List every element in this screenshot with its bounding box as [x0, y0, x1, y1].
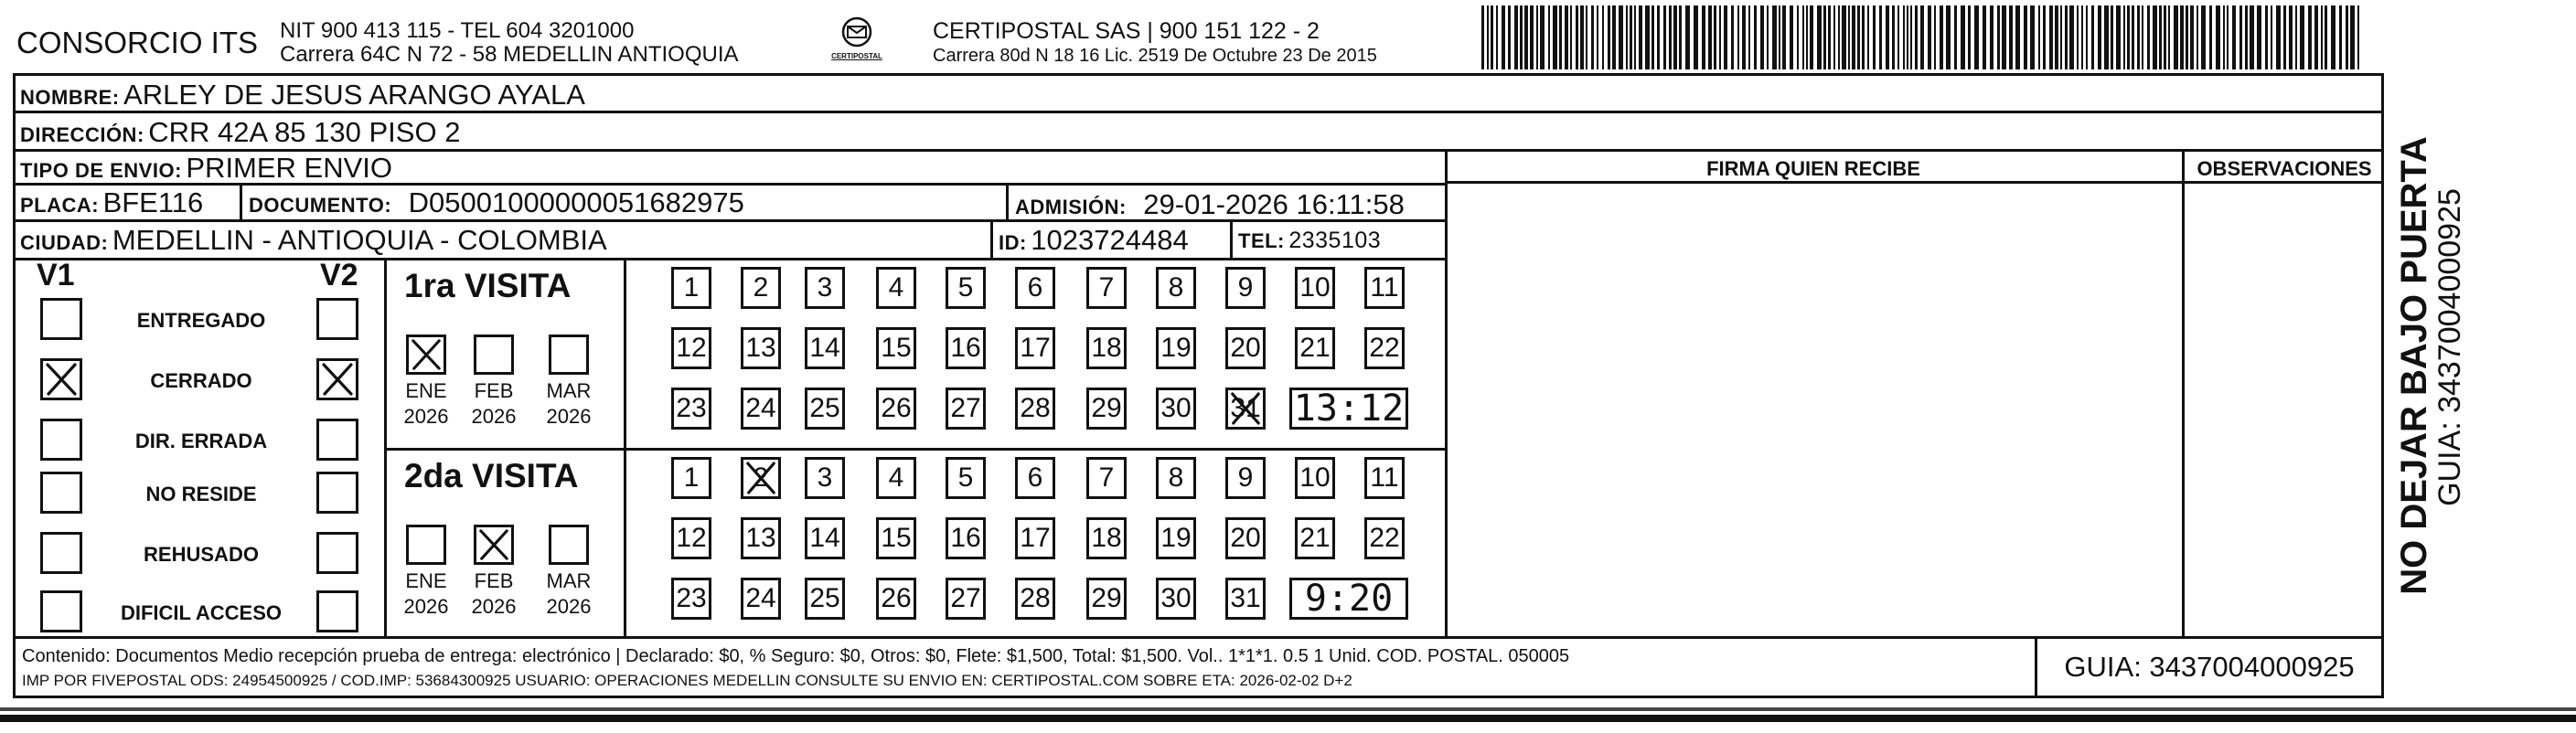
day-box[interactable]: [1086, 267, 1127, 309]
day-number: 19: [1160, 523, 1192, 553]
day-box[interactable]: [1225, 578, 1266, 620]
month-label: [394, 378, 458, 430]
status-label: ENTREGADO: [136, 309, 266, 332]
envelope-logo-icon: [839, 16, 875, 48]
day-number: 16: [950, 333, 981, 363]
footer-print-line: IMP POR FIVEPOSTAL ODS: 24954500925 / COD.IMP: 53684300925 USUARIO: OPERACIONES MEDELLIN CONSULTE SU ENVIO EN: CERTIPOSTAL.COM SOBRE ETA: 2026-02-02 D+2: [22, 672, 1352, 689]
day-number: 8: [1168, 462, 1184, 493]
day-box[interactable]: [671, 327, 711, 369]
status-v2-checkbox[interactable]: [316, 472, 358, 514]
day-box[interactable]: [741, 388, 781, 430]
day-number: 17: [1020, 523, 1051, 553]
day-box[interactable]: [1225, 517, 1266, 559]
documento-value: D05001000000051682975: [408, 186, 744, 218]
day-number: 2: [753, 462, 769, 493]
month-checkbox[interactable]: [549, 525, 589, 565]
day-box[interactable]: [1015, 267, 1055, 309]
observaciones-header: OBSERVACIONES: [2197, 157, 2372, 180]
day-number: 2: [753, 272, 769, 303]
status-v1-checkbox[interactable]: [40, 590, 82, 632]
day-box[interactable]: [1015, 457, 1055, 499]
day-box[interactable]: [1156, 578, 1196, 620]
day-number: 26: [881, 393, 912, 423]
firma-header: FIRMA QUIEN RECIBE: [1706, 157, 1920, 180]
day-number: 31: [1230, 393, 1261, 423]
day-number: 9: [1237, 272, 1254, 303]
placa-value: BFE116: [102, 186, 204, 218]
direccion-value: CRR 42A 85 130 PISO 2: [148, 116, 461, 148]
status-label: REHUSADO: [144, 543, 259, 566]
day-box[interactable]: [946, 457, 986, 499]
day-box[interactable]: [946, 267, 986, 309]
month-label: [462, 568, 526, 620]
day-box[interactable]: [946, 578, 986, 620]
ciudad-label: CIUDAD:: [20, 231, 109, 254]
id-value: 1023724484: [1031, 224, 1189, 256]
day-box[interactable]: [1086, 327, 1127, 369]
day-box[interactable]: [1015, 327, 1055, 369]
barcode: [1481, 5, 2359, 75]
month-name: FEB: [474, 379, 514, 402]
day-box[interactable]: [1225, 388, 1266, 430]
status-v1-checkbox[interactable]: [40, 532, 82, 574]
status-label: CERRADO: [150, 369, 252, 392]
visit-time: 9:20: [1289, 578, 1408, 620]
ciudad-value: MEDELLIN - ANTIOQUIA - COLOMBIA: [112, 224, 607, 256]
status-label: DIFICIL ACCESO: [120, 601, 282, 624]
day-box[interactable]: [741, 327, 781, 369]
day-number: 25: [809, 393, 840, 423]
day-box[interactable]: [1295, 267, 1335, 309]
day-number: 7: [1098, 272, 1115, 303]
status-v2-checkbox[interactable]: [316, 590, 358, 632]
company-name: CONSORCIO ITS: [16, 26, 259, 59]
month-name: ENE: [405, 569, 447, 592]
day-box[interactable]: [1295, 517, 1335, 559]
day-box[interactable]: [876, 457, 916, 499]
day-number: 5: [957, 462, 974, 493]
day-number: 17: [1020, 333, 1051, 363]
day-box[interactable]: [671, 517, 711, 559]
month-year: 2026: [471, 405, 517, 428]
day-box[interactable]: [1225, 327, 1266, 369]
month-year: 2026: [403, 595, 449, 618]
month-name: ENE: [405, 379, 447, 402]
day-number: 11: [1370, 462, 1399, 493]
day-number: 1: [683, 272, 700, 303]
day-number: 23: [676, 393, 707, 423]
side-warning: NO DEJAR BAJO PUERTA: [2394, 136, 2434, 595]
day-box[interactable]: [671, 267, 711, 309]
day-number: 13: [745, 523, 776, 553]
day-box[interactable]: [805, 327, 845, 369]
day-x-mark-icon: [1228, 390, 1263, 427]
visit-title: 1ra VISITA: [404, 267, 572, 304]
day-number: 22: [1369, 333, 1400, 363]
day-box[interactable]: [1364, 267, 1405, 309]
bottom-edge-shade: [0, 707, 2576, 711]
status-v2-checkbox[interactable]: [316, 532, 358, 574]
day-box[interactable]: [805, 578, 845, 620]
tel-value: 2335103: [1288, 228, 1382, 253]
bottom-edge: [0, 715, 2576, 722]
day-number: 22: [1369, 523, 1400, 553]
day-number: 15: [881, 523, 912, 553]
day-box[interactable]: [1225, 457, 1266, 499]
checked-x-icon: [409, 337, 444, 372]
status-v1-checkbox[interactable]: [40, 472, 82, 514]
month-label: [462, 378, 526, 430]
day-number: 1: [683, 462, 700, 493]
day-number: 12: [676, 523, 707, 553]
placa-label: PLACA:: [20, 194, 100, 217]
day-number: 28: [1020, 393, 1051, 423]
month-year: 2026: [546, 595, 592, 618]
status-v2-checkbox[interactable]: [316, 419, 358, 461]
day-box[interactable]: [946, 388, 986, 430]
tipo-envio-label: TIPO DE ENVIO:: [20, 159, 182, 182]
day-number: 11: [1370, 272, 1399, 303]
day-box[interactable]: [1086, 457, 1127, 499]
month-checkbox[interactable]: [549, 335, 589, 375]
day-box[interactable]: [805, 267, 845, 309]
v1-header: V1: [37, 258, 75, 292]
month-name: MAR: [546, 379, 592, 402]
month-year: 2026: [546, 405, 592, 428]
day-number: 3: [817, 272, 833, 303]
day-box[interactable]: [671, 578, 711, 620]
day-box[interactable]: [1295, 327, 1335, 369]
day-box[interactable]: [1156, 388, 1196, 430]
status-v1-checkbox[interactable]: [40, 358, 82, 400]
day-number: 24: [745, 393, 776, 423]
day-box[interactable]: [1086, 388, 1127, 430]
direccion-label: DIRECCIÓN:: [20, 123, 144, 146]
day-box[interactable]: [1364, 457, 1405, 499]
day-number: 27: [950, 393, 981, 423]
day-box[interactable]: [876, 327, 916, 369]
day-number: 30: [1160, 393, 1192, 423]
day-number: 28: [1020, 583, 1051, 613]
nombre-label: NOMBRE:: [20, 86, 120, 109]
day-number: 13: [745, 333, 776, 363]
day-box[interactable]: [1156, 267, 1196, 309]
day-box[interactable]: [1295, 457, 1335, 499]
status-v2-checkbox[interactable]: [316, 358, 358, 400]
day-number: 3: [817, 462, 833, 493]
day-number: 20: [1230, 523, 1261, 553]
visit-title: 2da VISITA: [404, 457, 579, 494]
day-number: 10: [1299, 272, 1331, 303]
visit-time: 13:12: [1289, 388, 1408, 430]
company-address: Carrera 64C N 72 - 58 MEDELLIN ANTIOQUIA: [280, 42, 739, 67]
month-label: [537, 378, 601, 430]
day-box[interactable]: [1364, 517, 1405, 559]
admision-label: ADMISIÓN:: [1015, 196, 1127, 218]
day-box[interactable]: [805, 388, 845, 430]
status-v1-checkbox[interactable]: [40, 298, 82, 340]
checked-x-icon: [476, 527, 511, 562]
day-number: 8: [1168, 272, 1184, 303]
month-checkbox[interactable]: [474, 335, 514, 375]
nombre-value: ARLEY DE JESUS ARANGO AYALA: [123, 79, 585, 111]
day-number: 10: [1299, 462, 1331, 493]
day-box[interactable]: [741, 457, 781, 499]
footer-guia: GUIA: 3437004000925: [2064, 651, 2355, 683]
day-number: 12: [676, 333, 707, 363]
day-number: 14: [809, 333, 840, 363]
day-number: 21: [1299, 523, 1331, 553]
day-number: 30: [1160, 583, 1192, 613]
day-box[interactable]: [876, 388, 916, 430]
day-number: 9: [1237, 462, 1254, 493]
day-box[interactable]: [1364, 327, 1405, 369]
day-box[interactable]: [805, 457, 845, 499]
status-label: NO RESIDE: [145, 483, 257, 505]
day-number: 21: [1299, 333, 1331, 363]
day-box[interactable]: [1225, 267, 1266, 309]
day-box[interactable]: [1086, 517, 1127, 559]
day-number: 29: [1091, 583, 1122, 613]
footer-content-line: Contenido: Documentos Medio recepción prueba de entrega: electrónico | Declarado: $0, % Seguro: $0, Otros: $0, Flete: $1,500, Total: $1,500. Vol.. 1*1*1. 0.5 1 Unid. COD. POSTAL. 050005: [22, 646, 1570, 666]
day-x-mark-icon: [743, 460, 778, 496]
checked-x-icon: [43, 361, 80, 398]
month-name: FEB: [474, 569, 514, 592]
day-number: 23: [676, 583, 707, 613]
checked-x-icon: [319, 361, 356, 398]
side-guia: GUIA: 3437004000925: [2432, 188, 2467, 506]
admision-value: 29-01-2026 16:11:58: [1143, 188, 1405, 220]
day-number: 6: [1027, 462, 1043, 493]
day-number: 4: [888, 462, 904, 493]
day-number: 4: [888, 272, 904, 303]
day-box[interactable]: [741, 578, 781, 620]
day-number: 27: [950, 583, 981, 613]
status-label: DIR. ERRADA: [134, 430, 268, 452]
day-number: 26: [881, 583, 912, 613]
day-number: 29: [1091, 393, 1122, 423]
month-year: 2026: [403, 405, 449, 428]
day-number: 15: [881, 333, 912, 363]
courier-logo: [816, 16, 898, 68]
day-number: 24: [745, 583, 776, 613]
month-label: [537, 568, 601, 620]
day-box[interactable]: [1015, 578, 1055, 620]
day-number: 16: [950, 523, 981, 553]
day-number: 31: [1230, 583, 1261, 613]
day-number: 7: [1098, 462, 1115, 493]
day-box[interactable]: [946, 327, 986, 369]
day-number: 19: [1160, 333, 1192, 363]
courier-name: CERTIPOSTAL SAS | 900 151 122 - 2: [933, 18, 1320, 44]
month-label: [394, 568, 458, 620]
day-number: 20: [1230, 333, 1261, 363]
day-box[interactable]: [671, 457, 711, 499]
id-label: ID:: [999, 231, 1027, 254]
day-number: 6: [1027, 272, 1043, 303]
day-number: 18: [1091, 333, 1122, 363]
day-box[interactable]: [876, 578, 916, 620]
day-number: 5: [957, 272, 974, 303]
day-number: 14: [809, 523, 840, 553]
month-checkbox[interactable]: [406, 525, 446, 565]
day-box[interactable]: [876, 267, 916, 309]
day-box[interactable]: [1015, 517, 1055, 559]
v2-header: V2: [320, 258, 358, 292]
month-checkbox[interactable]: [406, 335, 446, 375]
status-v2-checkbox[interactable]: [316, 298, 358, 340]
courier-address: Carrera 80d N 18 16 Lic. 2519 De Octubre 23 De 2015: [933, 46, 1377, 66]
day-box[interactable]: [876, 517, 916, 559]
day-box[interactable]: [671, 388, 711, 430]
tel-label: TEL:: [1238, 229, 1285, 252]
day-box[interactable]: [805, 517, 845, 559]
status-v1-checkbox[interactable]: [40, 419, 82, 461]
day-box[interactable]: [1015, 388, 1055, 430]
day-box[interactable]: [1156, 517, 1196, 559]
day-box[interactable]: [1156, 327, 1196, 369]
logo-text: CERTIPOSTAL: [831, 52, 882, 60]
day-number: 25: [809, 583, 840, 613]
day-box[interactable]: [1086, 578, 1127, 620]
day-box[interactable]: [1156, 457, 1196, 499]
month-checkbox[interactable]: [474, 525, 514, 565]
day-number: 18: [1091, 523, 1122, 553]
company-nit: NIT 900 413 115 - TEL 604 3201000: [280, 18, 635, 43]
day-box[interactable]: [946, 517, 986, 559]
month-name: MAR: [546, 569, 592, 592]
documento-label: DOCUMENTO:: [249, 194, 392, 217]
month-year: 2026: [471, 595, 517, 618]
tipo-envio-value: PRIMER ENVIO: [186, 152, 393, 184]
day-box[interactable]: [741, 267, 781, 309]
day-box[interactable]: [741, 517, 781, 559]
